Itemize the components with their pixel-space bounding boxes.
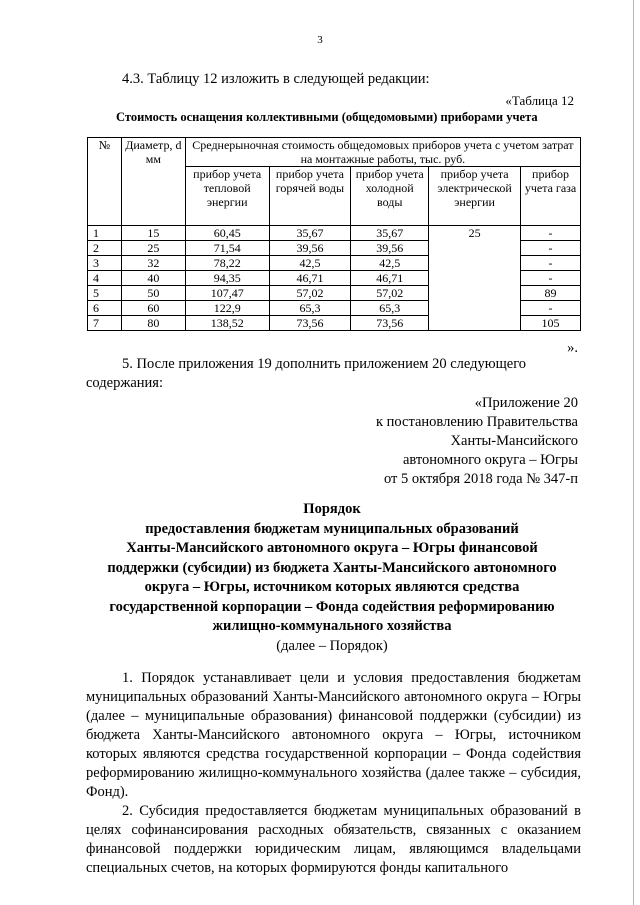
appendix-line5: от 5 октября 2018 года № 347-п — [383, 471, 578, 487]
header-group: Среднерыночная стоимость общедомовых приборов учета с учетом затрат на монтажные работы, тыс. руб. — [185, 138, 580, 167]
cell-no: 4 — [88, 271, 122, 286]
cell-diameter: 40 — [121, 271, 185, 286]
item-4-3: 4.3. Таблицу 12 изложить в следующей редакции: — [122, 71, 430, 87]
item-5-line2: содержания: — [86, 375, 164, 391]
appendix-line2: к постановлению Правительства — [376, 414, 578, 430]
heading-line: Ханты-Мансийского автономного округа – Югры финансовой — [126, 540, 538, 556]
table-close-quote: ». — [567, 340, 578, 356]
cell-gas: - — [521, 241, 581, 256]
cell-cold: 39,56 — [351, 241, 429, 256]
cell-no: 2 — [88, 241, 122, 256]
cell-cold: 65,3 — [351, 301, 429, 316]
table-row — [88, 226, 581, 241]
heading-line: поддержки (субсидии) из бюджета Ханты-Мансийского автономного — [107, 559, 557, 576]
header-gas-meter: прибор учета газа — [521, 167, 581, 226]
cell-cold: 35,67 — [351, 226, 429, 241]
header-no: № — [88, 138, 122, 226]
appendix-line4: автономного округа – Югры — [402, 452, 578, 468]
header-diameter: Диаметр, d мм — [121, 138, 185, 226]
cell-heat: 78,22 — [185, 256, 269, 271]
cell-gas: - — [521, 226, 581, 241]
table-title: Стоимость оснащения коллективными (общедомовыми) приборами учета — [116, 110, 538, 124]
cell-hot: 73,56 — [269, 316, 351, 331]
cell-no: 7 — [88, 316, 122, 331]
cell-gas: 89 — [521, 286, 581, 301]
cell-gas: - — [521, 256, 581, 271]
cell-hot: 65,3 — [269, 301, 351, 316]
page-number: 3 — [317, 34, 323, 46]
cell-no: 6 — [88, 301, 122, 316]
cell-hot: 39,56 — [269, 241, 351, 256]
cell-no: 1 — [88, 226, 122, 241]
document-heading — [100, 500, 564, 656]
cell-cold: 46,71 — [351, 271, 429, 286]
heading-line: предоставления бюджетам муниципальных образований — [145, 520, 519, 537]
cell-hot: 57,02 — [269, 286, 351, 301]
cell-no: 3 — [88, 256, 122, 271]
cell-hot: 46,71 — [269, 271, 351, 286]
heading-note: (далее – Порядок) — [276, 637, 388, 654]
pricing-table — [87, 137, 581, 331]
cell-cold: 42,5 — [351, 256, 429, 271]
cell-hot: 35,67 — [269, 226, 351, 241]
cell-diameter: 32 — [121, 256, 185, 271]
cell-heat: 122,9 — [185, 301, 269, 316]
heading-title: Порядок — [303, 501, 361, 517]
cell-heat: 60,45 — [185, 226, 269, 241]
cell-diameter: 50 — [121, 286, 185, 301]
cell-diameter: 15 — [121, 226, 185, 241]
cell-diameter: 80 — [121, 316, 185, 331]
paragraph-2: 2. Субсидия предоставляется бюджетам муниципальных образований в целях софинансирования расходных обязательств, связанных с оказанием финансовой поддержки юридическим лицам, являющимся владельцами специальных счетов, на которых формируются фонды капитального — [86, 803, 581, 876]
table-caption: «Таблица 12 — [505, 93, 574, 108]
cell-no: 5 — [88, 286, 122, 301]
cell-cold: 57,02 — [351, 286, 429, 301]
heading-line: государственной корпорации – Фонда содействия реформированию — [109, 598, 555, 615]
heading-line: округа – Югры, источником которых являются средства — [144, 579, 520, 595]
cell-heat: 107,47 — [185, 286, 269, 301]
scan-edge-line — [633, 0, 634, 905]
item-5-line1: 5. После приложения 19 дополнить приложением 20 следующего — [122, 356, 527, 372]
cell-heat: 94,35 — [185, 271, 269, 286]
cell-gas: 105 — [521, 316, 581, 331]
cell-heat: 71,54 — [185, 241, 269, 256]
header-cold-water-meter: прибор учета холодной воды — [351, 167, 429, 226]
appendix-line3: Ханты-Мансийского — [450, 433, 578, 449]
cell-hot: 42,5 — [269, 256, 351, 271]
cell-gas: - — [521, 271, 581, 286]
cell-electric-merged: 25 — [429, 226, 521, 331]
cell-cold: 73,56 — [351, 316, 429, 331]
paragraph-1: 1. Порядок устанавливает цели и условия предоставления бюджетам муниципальных образований Ханты-Мансийского автономного округа – Югры (далее – муниципальные образования) финансовой поддержки (субсидии) из бюджета Ханты-Мансийского автономного округа – Югры, источником которых являются средства государственной корпорации – Фонда содействия реформированию жилищно-коммунального хозяйства (далее также – субсидия, Фонд). — [86, 670, 581, 800]
cell-diameter: 60 — [121, 301, 185, 316]
appendix-line1: «Приложение 20 — [474, 395, 578, 411]
cell-gas: - — [521, 301, 581, 316]
cell-diameter: 25 — [121, 241, 185, 256]
header-hot-water-meter: прибор учета горячей воды — [269, 167, 351, 226]
header-heat-meter: прибор учета тепловой энергии — [185, 167, 269, 226]
heading-line: жилищно-коммунального хозяйства — [212, 618, 452, 634]
cell-heat: 138,52 — [185, 316, 269, 331]
header-electric-meter: прибор учета электрической энергии — [429, 167, 521, 226]
